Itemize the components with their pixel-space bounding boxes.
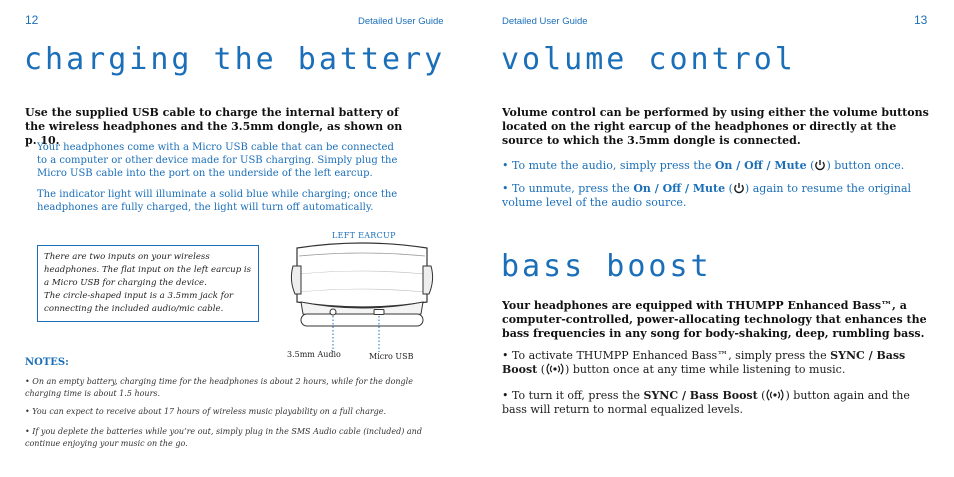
- power-icon: [733, 182, 745, 194]
- page-number: 12: [25, 13, 39, 27]
- running-header: Detailed User Guide: [358, 16, 444, 27]
- charging-para-1: Your headphones come with a Micro USB cable that can be connected to a computer or other device made for USB charging. Simply plug the Micro USB cable into the port on the underside of the left earcup.: [37, 142, 398, 179]
- running-header: Detailed User Guide: [502, 16, 588, 27]
- note-1: • On an empty battery, charging time for the headphones is about 2 hours, while for the dongle charging time is about 1.5 hours.: [25, 377, 413, 398]
- diagram-label-usb: Micro USB: [369, 352, 414, 361]
- diagram-label-jack: 3.5mm Audio: [287, 350, 341, 359]
- off-button-label: SYNC / Bass Boost: [643, 389, 758, 402]
- page-number: 13: [914, 13, 928, 27]
- charging-para-2: The indicator light will illuminate a solid blue while charging; once the headphones are fully charged, the light will turn off automatically.: [37, 189, 398, 213]
- volume-intro: Volume control can be performed by using either the volume buttons located on the right earcup of the headphones or directly at the source to which the 3.5mm dongle is connected.: [502, 106, 929, 147]
- callout-line-2: The circle-shaped input is a 3.5mm jack for connecting the included audio/mic cable.: [44, 291, 234, 314]
- activate-button-label: SYNC / Bass Boost: [502, 349, 906, 376]
- unmute-instruction: • To unmute, press the On / Off / Mute ( ) again to resume the original volume level of the audio source.: [502, 182, 912, 209]
- mute-button-label: On / Off / Mute: [714, 159, 807, 172]
- right-page: [477, 0, 954, 477]
- unmute-button-label: On / Off / Mute: [633, 182, 726, 195]
- callout-line-1: There are two inputs on your wireless headphones. The flat input on the left earcup is a Micro USB for charging the device.: [44, 252, 252, 288]
- bass-off-instruction: • To turn it off, press the SYNC / Bass Boost ( ) button again and the bass will return to normal equalized levels.: [502, 389, 910, 416]
- mute-instruction: • To mute the audio, simply press the On / Off / Mute ( ) button once.: [502, 159, 905, 172]
- notes-heading: NOTES:: [25, 357, 69, 368]
- title-bass-boost: bass boost: [501, 249, 712, 284]
- note-2: • You can expect to receive about 17 hours of wireless music playability on a full charge.: [25, 407, 387, 416]
- bass-activate-instruction: • To activate THUMPP Enhanced Bass™, simply press the SYNC / Bass Boost ( ) button once at any time while listening to music.: [502, 349, 906, 376]
- sound-icon: [545, 363, 565, 375]
- title-volume: volume control: [501, 42, 796, 77]
- inputs-callout: [37, 245, 259, 322]
- sound-icon: [765, 389, 785, 401]
- power-icon: [814, 159, 826, 171]
- title-charging: charging the battery: [24, 42, 446, 77]
- diagram-label-left-earcup: LEFT EARCUP: [332, 231, 396, 240]
- earcup-diagram: [287, 240, 437, 355]
- bass-intro: Your headphones are equipped with THUMPP Enhanced Bass™, a computer-controlled, power-allocating technology that enhances the bass frequencies in any song for body-shaking, deep, rumbling bass.: [502, 299, 927, 340]
- charging-intro: Use the supplied USB cable to charge the internal battery of the wireless headphones and the 3.5mm dongle, as shown on p. 10.: [25, 106, 403, 147]
- note-3: • If you deplete the batteries while you’re out, simply plug in the SMS Audio cable (included) and continue enjoying your music on the go.: [25, 427, 422, 448]
